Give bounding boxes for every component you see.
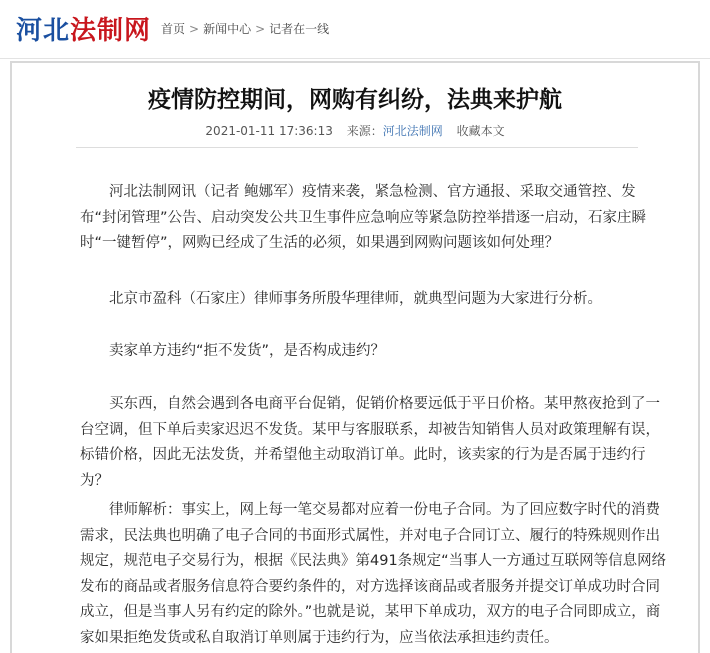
article-datetime: 2021-01-11 17:36:13 [205, 124, 333, 138]
breadcrumb-news-center-link[interactable]: 新闻中心 [203, 22, 252, 36]
article-title: 疫情防控期间，网购有纠纷，法典来护航 [148, 87, 562, 113]
article-source [347, 124, 443, 138]
article-paragraph: 买东西，自然会遇到各电商平台促销，促销价格要远低于平日价格。某甲熬夜抢到了一台空调，但下单后卖家迟迟不发货。某甲与客服联系，却被告知销售人员对政策理解有误，标错价格，因此无法发货，并希望他主动取消订单。此时，该卖家的行为是否属于违约行为？ [80, 396, 660, 489]
header-divider [0, 58, 710, 59]
logo-text-fazhiwang: 法制网 [70, 16, 152, 46]
breadcrumb-home-link[interactable]: 首页 [161, 22, 186, 36]
site-header [0, 0, 710, 58]
logo-text-hebei: 河北 [16, 16, 71, 46]
favorite-link[interactable]: 收藏本文 [456, 124, 505, 138]
site-logo[interactable] [16, 10, 151, 47]
article-paragraph: 河北法制网讯（记者 鲍娜军）疫情来袭，紧急检测、官方通报、采取交通管控、发布“封闭管理”公告、启动突发公共卫生事件应急响应等紧急防控举措逐一启动，石家庄瞬时“一键暂停”，网购已经成了生活的必须，如果遇到网购问题该如何处理？ [80, 184, 647, 251]
chevron-right-icon: > [189, 21, 200, 36]
breadcrumb-reporter-link[interactable]: 记者在一线 [269, 22, 330, 36]
article-paragraph: 北京市盈科（石家庄）律师事务所殷华理律师，就典型问题为大家进行分析。 [109, 291, 602, 307]
article-paragraph: 律师解析：事实上，网上每一笔交易都对应着一份电子合同。为了回应数字时代的消费需求，民法典也明确了电子合同的书面形式属性，并对电子合同订立、履行的特殊规则作出规定，规范电子交易行为，根据《民法典》第491条规定“当事人一方通过互联网等信息网络发布的商品或者服务信息符合要约条件的，对方选择该商品或者服务并提交订单成功时合同成立，但是当事人另有约定的除外。”也就是说，某甲下单成功，双方的电子合同即成立，商家如果拒绝发货或私自取消订单则属于违约行为，应当依法承担违约责任。 [80, 502, 667, 646]
chevron-right-icon: > [255, 21, 266, 36]
source-label: 来源： [346, 124, 383, 138]
breadcrumb [161, 20, 329, 37]
article-meta [12, 122, 698, 139]
article-container [10, 61, 700, 653]
meta-divider [76, 147, 638, 148]
source-link[interactable]: 河北法制网 [382, 124, 443, 138]
article-paragraph: 卖家单方违约“拒不发货”，是否构成违约？ [109, 343, 386, 359]
